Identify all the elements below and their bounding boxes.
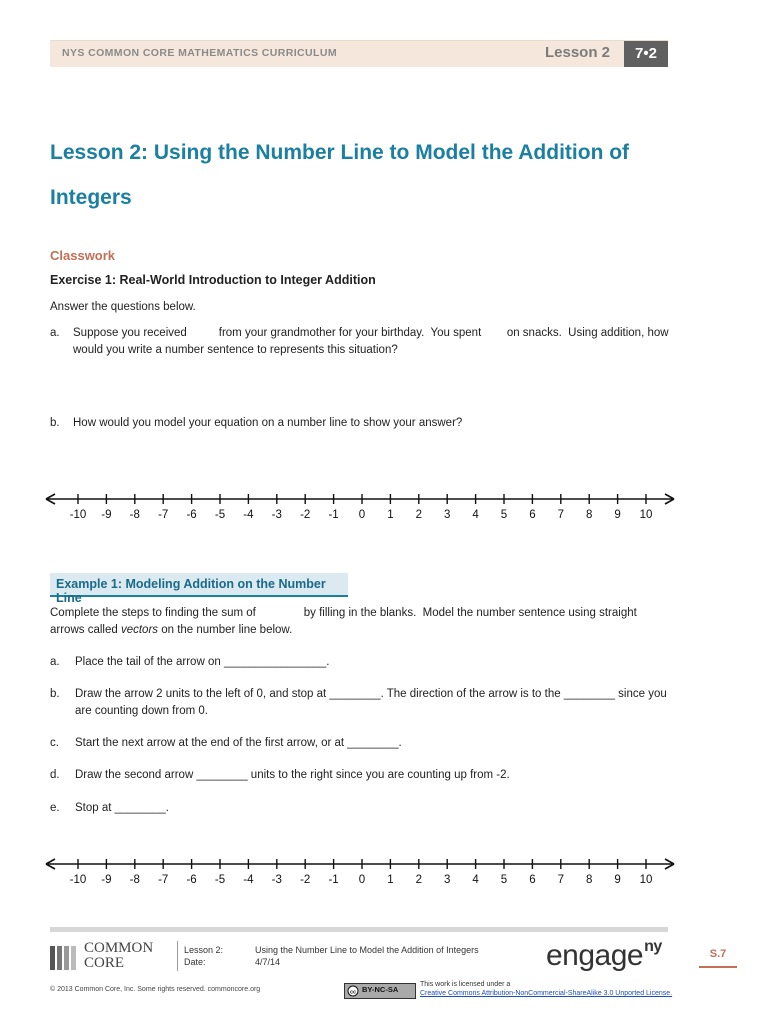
curriculum-header: [50, 40, 668, 67]
lesson-title: Lesson 2: Using the Number Line to Model the Addition of Integers: [50, 141, 630, 209]
exercise-1-instructions: Answer the questions below.: [50, 301, 196, 313]
ny-text: ny: [644, 938, 662, 955]
tick-label: 10: [639, 509, 653, 521]
svg-text:cc: cc: [349, 989, 357, 996]
tick-label: -5: [214, 509, 226, 521]
tick-label: 3: [443, 874, 451, 886]
footer-lesson-title: Using the Number Line to Model the Addition of Integers: [255, 945, 479, 955]
step-a-text: Place the tail of the arrow on ________________.: [75, 656, 330, 668]
tick-label: 9: [614, 509, 621, 521]
step-e-label: e.: [50, 802, 60, 814]
example-1-intro: [50, 605, 670, 639]
step-d-label: d.: [50, 769, 60, 781]
engage-text: engage: [546, 939, 644, 972]
example-1-heading: Example 1: Modeling Addition on the Number Line: [56, 577, 326, 605]
license-badge-text: BY-NC-SA: [362, 985, 399, 994]
step-b-label: b.: [50, 688, 60, 700]
example-1-intro-part2: on the number line below.: [158, 624, 293, 636]
tick-label: -1: [328, 874, 339, 886]
tick-label: -6: [186, 874, 197, 886]
step-c-label: c.: [50, 737, 59, 749]
tick-label: 1: [387, 509, 394, 521]
tick-label: 4: [472, 509, 479, 521]
tick-label: 3: [443, 509, 451, 521]
page-number: S.7: [699, 948, 737, 968]
tick-label: 10: [639, 874, 653, 886]
tick-label: -5: [214, 874, 226, 886]
tick-label: -9: [101, 509, 112, 521]
item-b-label: b.: [50, 417, 60, 429]
common-core-bars-icon: [50, 942, 80, 972]
tick-label: -10: [69, 874, 87, 886]
tick-label: 0: [358, 509, 366, 521]
step-b-text: Draw the arrow 2 units to the left of 0, and stop at ________. The direction of the arrow is to the ________ since you are counting down from 0.: [75, 688, 667, 717]
header-lesson: Lesson 2: [544, 44, 610, 61]
tick-label: 8: [585, 874, 593, 886]
tick-label: 7: [557, 874, 565, 886]
tick-label: 6: [529, 509, 536, 521]
tick-label: 6: [529, 874, 536, 886]
license-line-1: This work is licensed under a: [420, 981, 511, 988]
example-1-intro-part1: Complete the steps to finding the sum of by filling in the blanks. Model the number sentence using straight arrows called: [50, 607, 641, 636]
engageny-logo: [546, 938, 662, 973]
tick-label: -7: [158, 874, 169, 886]
example-1-heading-box: [50, 573, 348, 605]
step-c-text: Start the next arrow at the end of the first arrow, or at ________.: [75, 737, 402, 749]
header-grade: 7•2: [624, 41, 668, 67]
cc-license-badge: [344, 983, 416, 999]
tick-label: -9: [101, 874, 112, 886]
exercise-1-heading: Exercise 1: Real-World Introduction to Integer Addition: [50, 273, 376, 287]
classwork-heading: Classwork: [50, 248, 116, 263]
step-a-label: a.: [50, 656, 60, 668]
curriculum-name: NYS COMMON CORE MATHEMATICS CURRICULUM: [62, 47, 337, 59]
item-a-label: a.: [50, 327, 60, 339]
tick-label: -2: [300, 509, 311, 521]
tick-label: 2: [415, 509, 423, 521]
tick-label: -1: [328, 509, 339, 521]
footer-date-label: Date:: [184, 957, 206, 967]
copyright: © 2013 Common Core, Inc. Some rights reserved. commoncore.org: [50, 986, 261, 993]
tick-label: 7: [557, 509, 565, 521]
footer-rule: [50, 927, 668, 932]
tick-label: -6: [186, 509, 197, 521]
footer-divider: [177, 941, 178, 971]
tick-label: 1: [387, 874, 394, 886]
tick-label: -8: [129, 509, 140, 521]
tick-label: -4: [243, 509, 254, 521]
creative-commons-icon: [347, 985, 359, 997]
tick-label: 5: [500, 509, 508, 521]
number-line-1: [40, 488, 680, 528]
common-core-logo: [50, 941, 175, 973]
tick-label: -8: [129, 874, 140, 886]
tick-label: -7: [158, 509, 169, 521]
step-d-text: Draw the second arrow ________ units to the right since you are counting up from -2.: [75, 769, 510, 781]
tick-label: 8: [585, 509, 593, 521]
license-link[interactable]: Creative Commons Attribution-NonCommercial-ShareAlike 3.0 Unported License.: [420, 990, 673, 997]
tick-label: 5: [500, 874, 508, 886]
tick-label: 0: [358, 874, 366, 886]
footer-date: 4/7/14: [255, 957, 281, 967]
tick-label: 2: [415, 874, 423, 886]
item-b-text: How would you model your equation on a number line to show your answer?: [73, 417, 463, 429]
tick-label: 9: [614, 874, 621, 886]
tick-label: -3: [271, 509, 282, 521]
item-a-text: Suppose you received from your grandmother for your birthday. You spent on snacks. Using addition, how would you write a number sentence to represents this situation?: [73, 327, 672, 356]
tick-label: -2: [300, 874, 311, 886]
footer-lesson-label: Lesson 2:: [184, 945, 224, 955]
tick-label: -10: [69, 509, 87, 521]
logo-line-2: CORE: [84, 955, 125, 971]
step-e-text: Stop at ________.: [75, 802, 169, 814]
tick-label: -4: [243, 874, 254, 886]
tick-label: 4: [472, 874, 479, 886]
number-line-2: [40, 853, 680, 893]
tick-label: -3: [271, 874, 282, 886]
vectors-term: vectors: [120, 624, 159, 636]
license-text: [420, 980, 672, 998]
logo-line-1: COMMON: [84, 940, 154, 956]
